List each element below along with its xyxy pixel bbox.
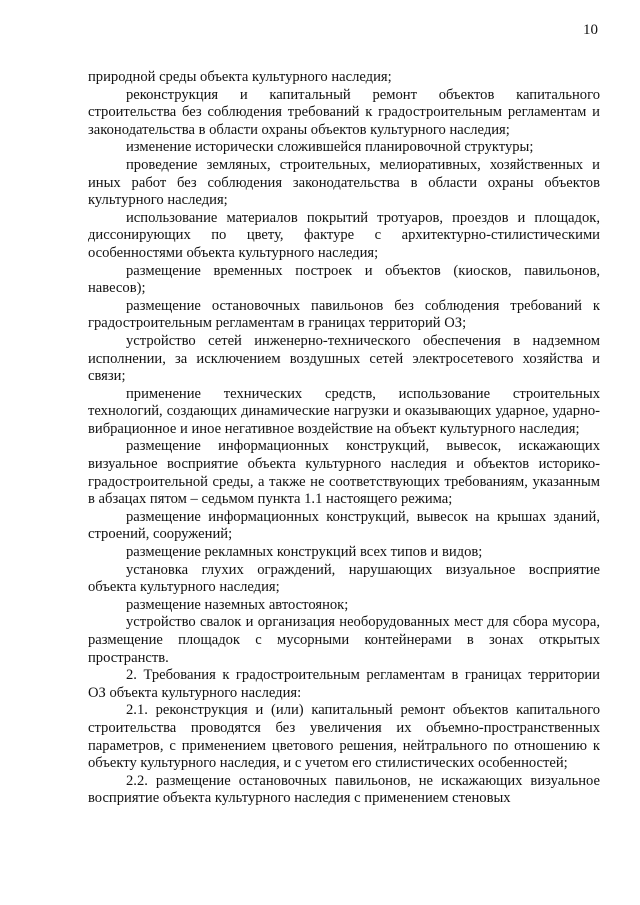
paragraph: реконструкция и капитальный ремонт объектов капитального строительства без соблюдения требований к градостроительным регламентам и законодательства в области охраны объектов культурного наследия; (88, 86, 600, 138)
paragraph: установка глухих ограждений, нарушающих визуальное восприятие объекта культурного наследия; (88, 561, 600, 596)
page-number: 10 (583, 22, 598, 38)
paragraph: размещение рекламных конструкций всех типов и видов; (126, 544, 483, 561)
paragraph: 2.1. реконструкция и (или) капитальный ремонт объектов капитального строительства проводятся без увеличения их объемно-пространственных параметров, с применением цветового решения, нейтрального по отношению к объекту культурного наследия, и с учетом его стилистических особенностей; (88, 702, 600, 772)
paragraph: размещение наземных автостоянок; (126, 596, 349, 613)
paragraph: размещение временных построек и объектов (киосков, павильонов, навесов); (88, 262, 600, 297)
paragraph: устройство свалок и организация необорудованных мест для сбора мусора, размещение площадок с мусорными контейнерами в зонах открытых пространств. (88, 614, 600, 666)
paragraph: устройство сетей инженерно-технического обеспечения в надземном исполнении, за исключением воздушных сетей электросетевого хозяйства и связи; (88, 332, 600, 385)
paragraph: размещение информационных конструкций, вывесок, искажающих визуальное восприятие объекта культурного наследия и объектов историко-градостроительной среды, а также не соответствующих требованиям, указанным в абзацах пятом – седьмом пункта 1.1 настоящего режима; (88, 438, 600, 508)
paragraph: размещение информационных конструкций, вывесок на крышах зданий, строений, сооружений; (88, 508, 600, 543)
paragraph: проведение земляных, строительных, мелиоративных, хозяйственных и иных работ без соблюдения законодательства в области охраны объектов культурного наследия; (88, 156, 600, 209)
section-heading: 2. Требования к градостроительным регламентам в границах территории ОЗ объекта культурного наследия: (88, 667, 600, 701)
paragraph: применение технических средств, использование строительных технологий, создающих динамические нагрузки и оказывающих ударное, ударно-вибрационное и иное негативное воздействие на объект культурного наследия; (88, 385, 600, 437)
paragraph: использование материалов покрытий тротуаров, проездов и площадок, диссонирующих по цвету, фактуре с архитектурно-стилистическими особенностями объекта культурного наследия; (88, 209, 600, 261)
paragraph: размещение остановочных павильонов без соблюдения требований к градостроительным регламентам в границах территорий ОЗ; (88, 297, 600, 332)
paragraph: природной среды объекта культурного наследия; (88, 69, 392, 85)
document-body (88, 69, 600, 808)
paragraph: изменение исторически сложившейся планировочной структуры; (126, 139, 534, 156)
paragraph: 2.2. размещение остановочных павильонов, не искажающих визуальное восприятие объекта культурного наследия с применением стеновых (88, 772, 600, 807)
